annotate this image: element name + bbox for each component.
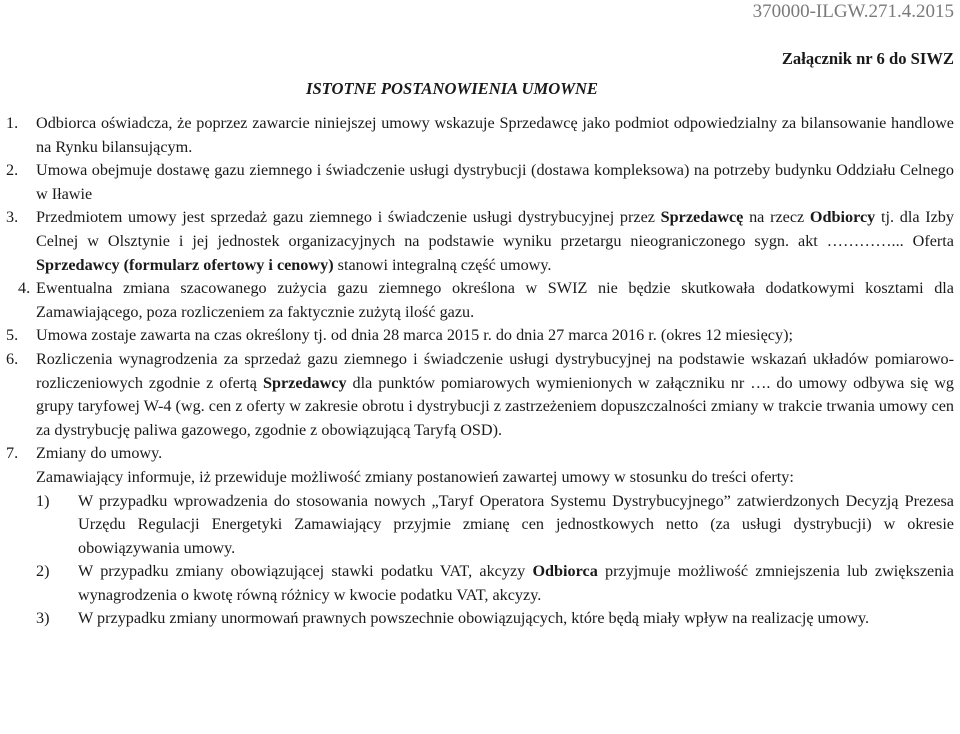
clause-5 [6, 324, 954, 348]
changes-intro: Zamawiający informuje, iż przewiduje możliwość zmiany postanowień zawartej umowy w stosunku do treści oferty: [36, 467, 794, 486]
clause-1 [6, 112, 954, 159]
bold-term-odbiorca: Odbiorca [532, 562, 598, 581]
document-body [6, 112, 954, 631]
change-item-text: W przypadku wprowadzenia do stosowania nowych „Taryf Operatora Systemu Dystrybucyjnego” zatwierdzonych Decyzją Prezesa Urzędu Regulacji Energetyki Zamawiający przyjmie zmianę cen jednostkowych netto (za usługi dystrybucji) w okresie obowiązywania umowy. [78, 491, 954, 557]
change-item-number: 1) [36, 491, 50, 510]
clause-number: 5. [6, 326, 19, 345]
clause-number: 2. [6, 161, 19, 180]
clause-7 [6, 442, 954, 466]
clause-text: Umowa zostaje zawarta na czas określony tj. od dnia 28 marca 2015 r. do dnia 27 marca 2016 r. (okres 12 miesięcy); [36, 326, 793, 345]
clause-text: Odbiorca oświadcza, że poprzez zawarcie niniejszej umowy wskazuje Sprzedawcę jako podmiot odpowiedzialny za bilansowanie handlowe na Rynku bilansującym. [36, 114, 954, 156]
clause-3 [6, 206, 954, 277]
clause-6 [6, 348, 954, 442]
bold-term-odbiorca: Odbiorcy [809, 208, 876, 227]
bold-term-offer: Sprzedawcy (formularz ofertowy i cenowy) [36, 255, 334, 274]
attachment-label: Załącznik nr 6 do SIWZ [781, 49, 954, 68]
change-item-2 [6, 560, 954, 607]
clause-number: 4. [18, 279, 31, 298]
clause-text: Umowa obejmuje dostawę gazu ziemnego i świadczenie usługi dystrybucji (dostawa kompleksowa) na potrzeby budynku Oddziału Celnego w Iławie [36, 161, 954, 203]
change-item-3 [6, 607, 954, 631]
change-item-1 [6, 490, 954, 561]
change-item-number: 2) [36, 562, 50, 581]
clause-text: Rozliczenia wynagrodzenia za sprzedaż gazu ziemnego i świadczenie usługi dystrybucyjnej na podstawie wskazań układów pomiarowo-rozliczeniowych zgodnie z ofertą Sprzedawcy dla punktów pomiarowych wymienionych w załączniku nr …. do umowy odbywa się wg grupy taryfowej W-4 (wg. cen z oferty w zakresie obrotu i dystrybucji z zastrzeżeniem dopuszczalności zmiany w trakcie trwania umowy cen za dystrybucję paliwa gazowego, zgodnie z obowiązującą Taryfą OSD). [36, 349, 954, 439]
clause-4 [6, 277, 954, 324]
clause-number: 6. [6, 349, 19, 368]
clause-2 [6, 159, 954, 206]
clause-number: 3. [6, 208, 19, 227]
change-item-number: 3) [36, 609, 50, 628]
clause-text: Ewentualna zmiana szacowanego zużycia gazu ziemnego określona w SWIZ nie będzie skutkowała dodatkowymi kosztami dla Zamawiającego, poza rozliczeniem za faktycznie zużytą ilość gazu. [36, 279, 954, 321]
change-item-text: W przypadku zmiany unormowań prawnych powszechnie obowiązujących, które będą miały wpływ na realizację umowy. [78, 609, 870, 628]
clause-number: 1. [6, 114, 19, 132]
clause-text: Zmiany do umowy. [36, 444, 163, 463]
clause-text: Przedmiotem umowy jest sprzedaż gazu ziemnego i świadczenie usługi dystrybucyjnej przez Sprzedawcę na rzecz Odbiorcy tj. dla Izby Celnej w Olsztynie i jej jednostek organizacyjnych na podstawie wyniku przetargu nieograniczonego sygn. akt …………... Oferta Sprzedawcy (formularz ofertowy i cenowy) stanowi integralną część umowy. [36, 208, 954, 274]
document-title: ISTOTNE POSTANOWIENIA UMOWNE [306, 79, 598, 98]
change-item-text: W przypadku zmiany obowiązującej stawki podatku VAT, akcyzy Odbiorca przyjmuje możliwość zmniejszenia lub zwiększenia wynagrodzenia o kwotę równą różnicy w kwocie podatku VAT, akcyzy. [78, 562, 954, 604]
bold-term-sprzedawca: Sprzedawcę [660, 208, 744, 227]
bold-term-sprzedawcy: Sprzedawcy [262, 373, 347, 392]
document-reference-number: 370000-ILGW.271.4.2015 [752, 1, 954, 22]
clause-number: 7. [6, 444, 19, 463]
